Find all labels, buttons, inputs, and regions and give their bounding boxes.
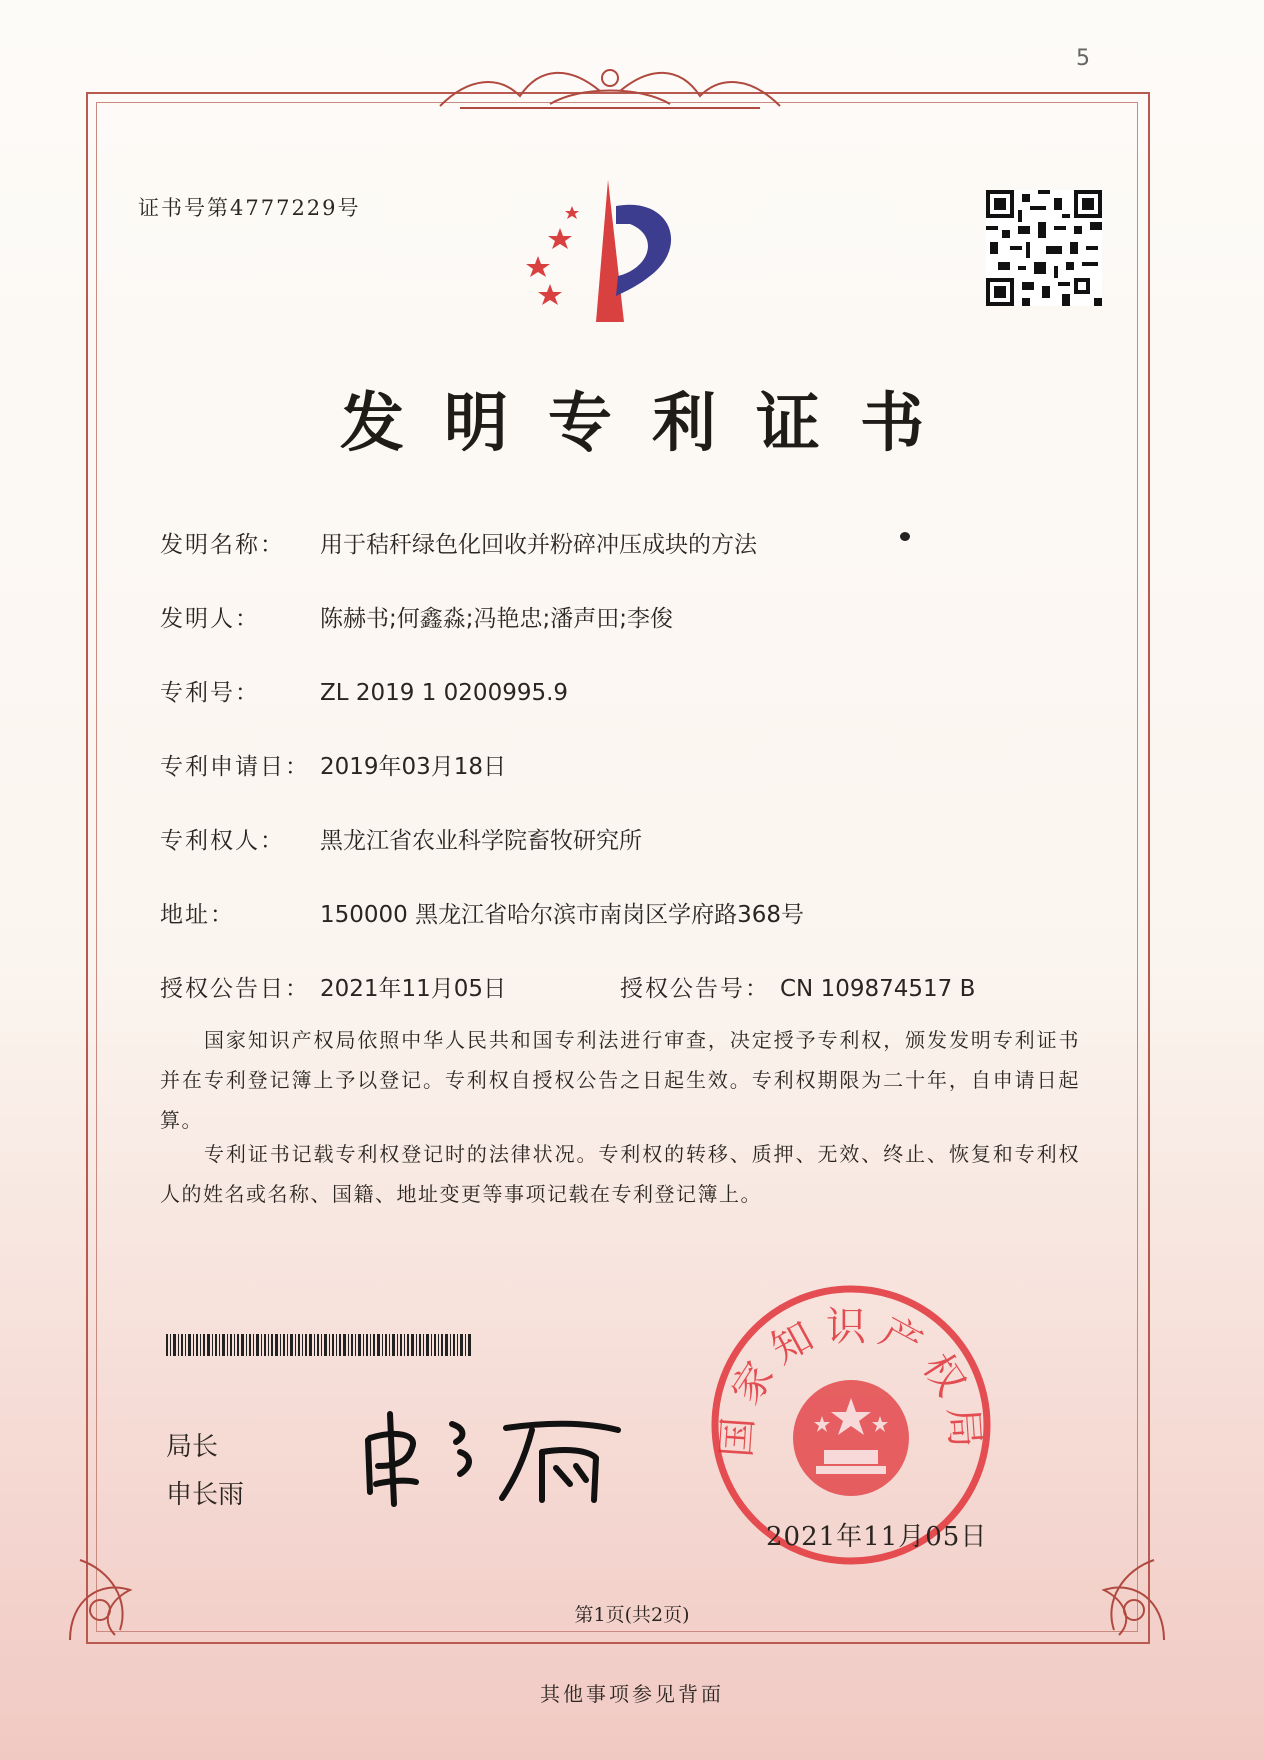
director-title: 局长 <box>166 1432 219 1462</box>
ink-spot <box>900 532 910 541</box>
field-value: 2021年11月05日 <box>320 976 507 1002</box>
bottom-left-ornament <box>60 1540 170 1650</box>
field-value: 150000 黑龙江省哈尔滨市南岗区学府路368号 <box>320 902 805 928</box>
bottom-right-ornament <box>1064 1540 1174 1650</box>
footer-note: 其他事项参见背面 <box>540 1682 724 1706</box>
field-label: 发明名称： <box>160 532 285 558</box>
field-label: 专利号： <box>160 680 260 706</box>
field-invention-name <box>160 526 757 559</box>
seal-date: 2021年11月05日 <box>766 1522 988 1552</box>
field-value: 2019年03月18日 <box>320 754 507 780</box>
handwritten-mark: 5 <box>1076 46 1090 71</box>
field-label: 发明人： <box>160 606 260 632</box>
certificate-number: 证书号第4777229号 <box>138 196 361 220</box>
seal-arc-text: 国家知识产权局 <box>713 1304 989 1459</box>
field-label: 专利申请日： <box>160 754 310 780</box>
field-value: 陈赫书;何鑫淼;冯艳忠;潘声田;李俊 <box>320 606 673 632</box>
field-grant-number <box>620 970 975 1003</box>
page-indicator: 第1页(共2页) <box>574 1604 690 1626</box>
field-address <box>160 896 804 929</box>
director-name: 申长雨 <box>166 1480 245 1510</box>
field-value: ZL 2019 1 0200995.9 <box>320 680 569 706</box>
top-ornament <box>430 56 790 116</box>
field-patent-number <box>160 674 568 707</box>
field-label: 专利权人： <box>160 828 285 854</box>
field-label: 授权公告日： <box>160 976 310 1002</box>
field-value: 黑龙江省农业科学院畜牧研究所 <box>320 828 642 854</box>
barcode <box>166 1334 472 1356</box>
field-patentee <box>160 822 642 855</box>
field-value: 用于秸秆绿色化回收并粉碎冲压成块的方法 <box>320 532 757 558</box>
field-label: 授权公告号： <box>620 976 770 1002</box>
field-label: 地址： <box>160 902 235 928</box>
statement-paragraph-1: 国家知识产权局依照中华人民共和国专利法进行审查，决定授予专利权，颁发发明专利证书并在专利登记簿上予以登记。专利权自授权公告之日起生效。专利权期限为二十年，自申请日起算。 <box>160 1028 1080 1132</box>
field-grant-date <box>160 970 506 1003</box>
qr-code <box>986 190 1102 306</box>
field-value: CN 109874517 B <box>780 976 976 1002</box>
director-signature <box>356 1400 626 1510</box>
field-application-date <box>160 748 506 781</box>
field-inventors <box>160 600 673 633</box>
cnipa-logo <box>520 176 700 326</box>
document-title: 发明专利证书 <box>340 387 964 461</box>
statement-paragraph-2: 专利证书记载专利权登记时的法律状况。专利权的转移、质押、无效、终止、恢复和专利权人的姓名或名称、国籍、地址变更等事项记载在专利登记簿上。 <box>160 1142 1080 1206</box>
